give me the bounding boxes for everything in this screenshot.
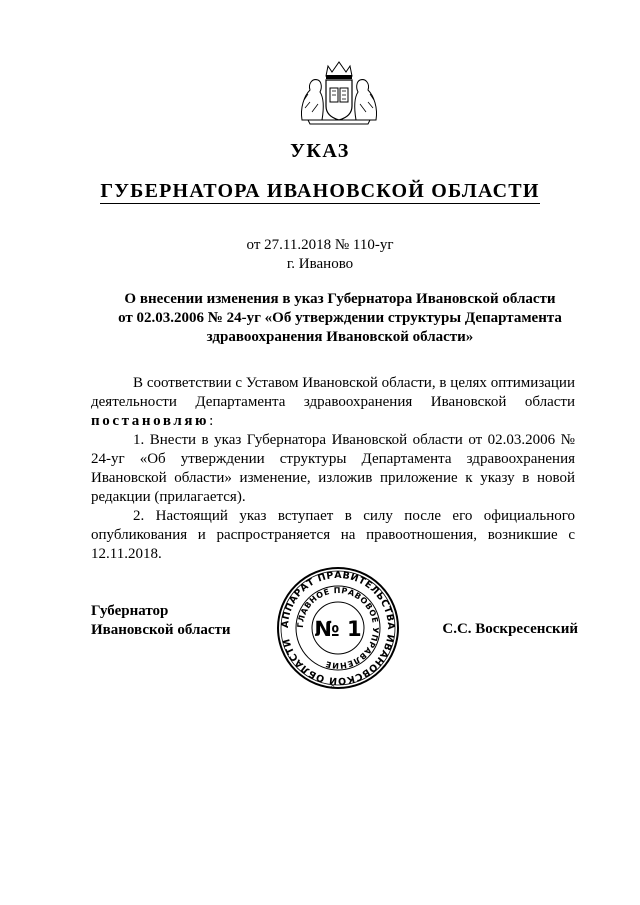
stamp-outer-text: АППАРАТ ПРАВИТЕЛЬСТВА ИВАНОВСКОЙ ОБЛАСТИ: [279, 569, 397, 687]
paragraph-item-2: 2. Настоящий указ вступает в силу после его официального опубликования и распространяется на правоотношения, возникшие с 12.11.2018.: [91, 508, 575, 562]
official-stamp: [276, 566, 400, 690]
document-subtitle: ГУБЕРНАТОРА ИВАНОВСКОЙ ОБЛАСТИ: [100, 180, 540, 202]
stamp-inner-text: ГЛАВНОЕ ПРАВОВОЕ УПРАВЛЕНИЕ: [295, 585, 381, 671]
subject-line-1: О внесении изменения в указ Губернатора Ивановской области: [124, 291, 556, 307]
resolution-word: постановляю: [91, 413, 210, 429]
subject-line-3: здравоохранения Ивановской области»: [206, 329, 474, 345]
document-meta: [0, 236, 640, 274]
document-body: [91, 374, 575, 564]
stamp-center-number: № 1: [314, 617, 362, 641]
coat-of-arms-emblem: [298, 60, 380, 126]
paragraph-item-1: 1. Внести в указ Губернатора Ивановской области от 02.03.2006 № 24-уг «Об утверждении структуры Департамента здравоохранения Ивановской области» изменение, изложив приложение к указу в новой редакции (прилагается).: [91, 432, 575, 505]
paragraph-preamble: В соответствии с Уставом Ивановской области, в целях оптимизации деятельности Департамента здравоохранения Ивановской области постановляю:: [91, 375, 575, 429]
document-city: г. Иваново: [286, 256, 354, 272]
signatory-name: С.С. Воскресенский: [442, 621, 578, 637]
signatory-position: Губернатор Ивановской области: [91, 603, 231, 638]
document-subject: [80, 290, 600, 347]
subject-line-2: от 02.03.2006 № 24-уг «Об утверждении структуры Департамента: [118, 310, 562, 326]
document-date-number: от 27.11.2018 № 110-уг: [246, 237, 394, 253]
document-title: УКАЗ: [290, 140, 350, 162]
